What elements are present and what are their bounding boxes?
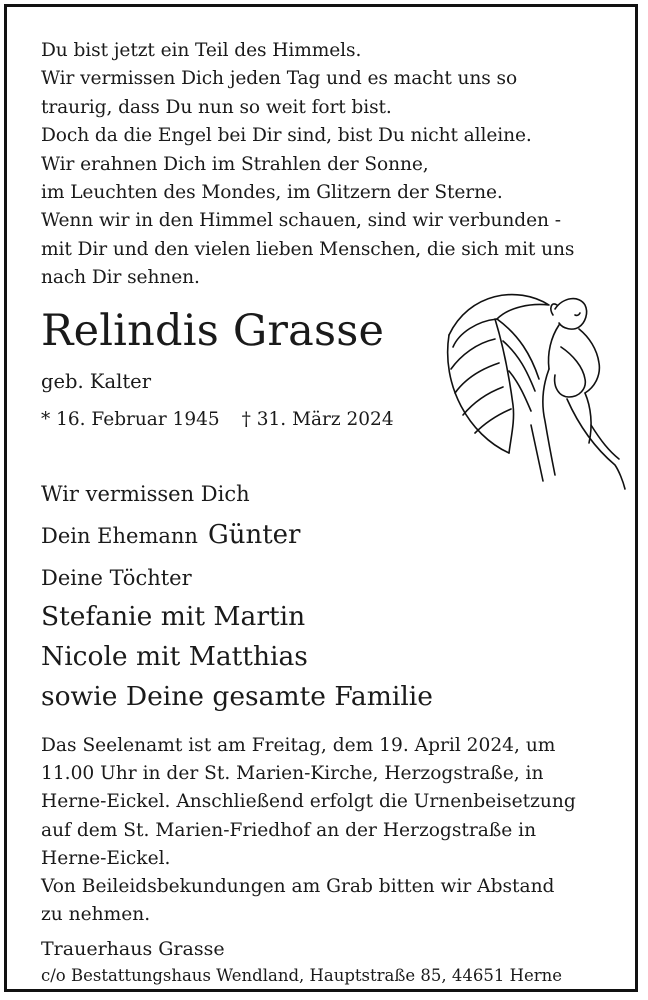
poem [41, 37, 631, 293]
service-line: Herne-Eickel. Anschließend erfolgt die Urnenbeisetzung [41, 791, 576, 813]
mourners-intro: Wir vermissen Dich [41, 482, 250, 506]
service-notice [41, 732, 641, 929]
poem-line: Wir erahnen Dich im Strahlen der Sonne, [41, 153, 429, 175]
poem-line: nach Dir sehnen. [41, 267, 200, 289]
poem-line: Wenn wir in den Himmel schauen, sind wir verbunden - [41, 210, 561, 232]
husband-label: Dein Ehemann [41, 524, 198, 548]
maiden-name: geb. Kalter [41, 370, 152, 393]
poem-line: traurig, dass Du nun so weit fort bist. [41, 96, 392, 118]
family-member: Nicole mit Matthias [41, 641, 308, 672]
family-member: Stefanie mit Martin [41, 601, 306, 632]
poem-line: Du bist jetzt ein Teil des Himmels. [41, 40, 362, 61]
contact-address: c/o Bestattungshaus Wendland, Hauptstraße 85, 44651 Herne [41, 966, 563, 985]
service-line: Herne-Eickel. [41, 847, 171, 869]
poem-line: Doch da die Engel bei Dir sind, bist Du nicht alleine. [41, 125, 532, 147]
birth-date: * 16. Februar 1945 [41, 409, 220, 430]
service-line: auf dem St. Marien-Friedhof an der Herzogstraße in [41, 819, 537, 841]
family-member: sowie Deine gesamte Familie [41, 681, 433, 712]
service-line: Von Beileidsbekundungen am Grab bitten wir Abstand [41, 876, 555, 898]
life-dates [41, 407, 394, 433]
death-date: † 31. März 2024 [241, 409, 394, 430]
family-list [41, 597, 433, 717]
daughters-label: Deine Töchter [41, 566, 192, 590]
poem-line: mit Dir und den vielen lieben Menschen, die sich mit uns [41, 238, 575, 260]
mourning-house: Trauerhaus Grasse [41, 938, 225, 960]
husband [41, 517, 300, 556]
poem-line: Wir vermissen Dich jeden Tag und es macht uns so [41, 68, 518, 90]
service-line: zu nehmen. [41, 904, 151, 926]
obituary-frame [4, 4, 638, 992]
husband-name: Günter [207, 520, 301, 550]
poem-line: im Leuchten des Mondes, im Glitzern der Sterne. [41, 182, 503, 204]
service-line: Das Seelenamt ist am Freitag, dem 19. April 2024, um [41, 735, 556, 756]
service-line: 11.00 Uhr in der St. Marien-Kirche, Herzogstraße, in [41, 763, 544, 785]
deceased-name: Relindis Grasse [41, 306, 385, 356]
angel-icon [439, 275, 631, 507]
